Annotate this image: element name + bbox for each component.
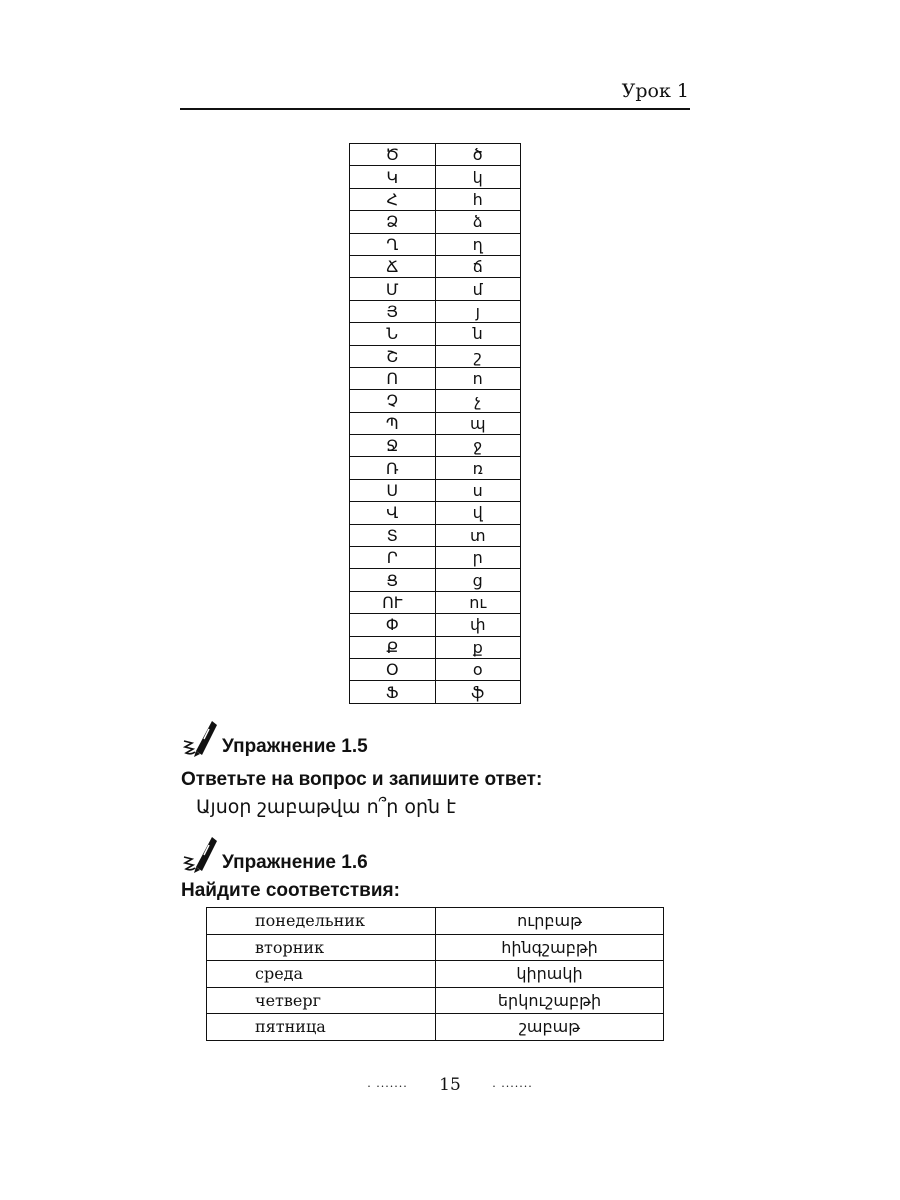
alphabet-lower-letter: ղ <box>435 233 521 255</box>
alphabet-row <box>350 658 521 680</box>
alphabet-upper-letter: Չ <box>350 390 436 412</box>
alphabet-row <box>350 435 521 457</box>
alphabet-lower-letter: փ <box>435 614 521 636</box>
alphabet-row <box>350 166 521 188</box>
alphabet-upper-letter: Ո <box>350 367 436 389</box>
alphabet-row <box>350 591 521 613</box>
alphabet-lower-letter: պ <box>435 412 521 434</box>
alphabet-row <box>350 144 521 166</box>
alphabet-upper-letter: Ղ <box>350 233 436 255</box>
alphabet-row <box>350 390 521 412</box>
alphabet-upper-letter: Ն <box>350 323 436 345</box>
exercise-1-5-title: Упражнение 1.5 <box>222 736 368 757</box>
pen-icon <box>182 717 218 759</box>
footer-left-dots: . ....... <box>367 1077 408 1090</box>
alphabet-row <box>350 278 521 300</box>
russian-day: четверг <box>207 987 436 1014</box>
alphabet-lower-letter: կ <box>435 166 521 188</box>
alphabet-lower-letter: ս <box>435 479 521 501</box>
exercise-1-6-title: Упражнение 1.6 <box>222 852 368 873</box>
alphabet-upper-letter: Ք <box>350 636 436 658</box>
armenian-day: կիրակի <box>436 961 664 988</box>
alphabet-row <box>350 323 521 345</box>
alphabet-row <box>350 547 521 569</box>
alphabet-table <box>349 143 521 704</box>
alphabet-upper-letter: Օ <box>350 658 436 680</box>
alphabet-upper-letter: Մ <box>350 278 436 300</box>
alphabet-upper-letter: Փ <box>350 614 436 636</box>
alphabet-row <box>350 255 521 277</box>
alphabet-lower-letter: ն <box>435 323 521 345</box>
alphabet-lower-letter: ո <box>435 367 521 389</box>
alphabet-lower-letter: յ <box>435 300 521 322</box>
armenian-day: ուրբաթ <box>436 908 664 935</box>
header-rule <box>180 108 690 110</box>
alphabet-lower-letter: ռ <box>435 457 521 479</box>
page-number: 15 <box>439 1075 461 1095</box>
alphabet-row <box>350 681 521 703</box>
footer-right-dots: . ....... <box>492 1077 533 1090</box>
exercise-1-5-instruction: Ответьте на вопрос и запишите ответ: <box>181 769 543 790</box>
alphabet-lower-letter: ծ <box>435 144 521 166</box>
lesson-title: Урок 1 <box>621 80 689 102</box>
alphabet-row <box>350 233 521 255</box>
alphabet-lower-letter: ջ <box>435 435 521 457</box>
alphabet-upper-letter: Ց <box>350 569 436 591</box>
alphabet-upper-letter: Կ <box>350 166 436 188</box>
alphabet-lower-letter: մ <box>435 278 521 300</box>
alphabet-lower-letter: ձ <box>435 211 521 233</box>
armenian-day: հինգշաբթի <box>436 934 664 961</box>
alphabet-row <box>350 636 521 658</box>
russian-day: вторник <box>207 934 436 961</box>
armenian-day: շաբաթ <box>436 1014 664 1041</box>
alphabet-row <box>350 412 521 434</box>
alphabet-row <box>350 614 521 636</box>
matching-row <box>207 961 664 988</box>
alphabet-row <box>350 345 521 367</box>
alphabet-upper-letter: Հ <box>350 188 436 210</box>
alphabet-lower-letter: ց <box>435 569 521 591</box>
exercise-1-5-question: Այսօր շաբաթվա ո՞ր օրն է <box>196 796 456 818</box>
alphabet-lower-letter: ր <box>435 547 521 569</box>
alphabet-lower-letter: ֆ <box>435 681 521 703</box>
exercise-1-5-heading <box>182 717 368 759</box>
exercise-1-6-heading <box>182 833 368 875</box>
alphabet-lower-letter: շ <box>435 345 521 367</box>
alphabet-upper-letter: Ձ <box>350 211 436 233</box>
matching-row <box>207 934 664 961</box>
alphabet-upper-letter: Ծ <box>350 144 436 166</box>
page-footer <box>0 1075 900 1095</box>
armenian-day: երկուշաբթի <box>436 987 664 1014</box>
alphabet-row <box>350 300 521 322</box>
alphabet-upper-letter: Ր <box>350 547 436 569</box>
alphabet-lower-letter: չ <box>435 390 521 412</box>
alphabet-row <box>350 479 521 501</box>
alphabet-upper-letter: ՈՒ <box>350 591 436 613</box>
matching-row <box>207 908 664 935</box>
alphabet-row <box>350 188 521 210</box>
alphabet-upper-letter: Ճ <box>350 255 436 277</box>
alphabet-lower-letter: ու <box>435 591 521 613</box>
alphabet-row <box>350 457 521 479</box>
alphabet-upper-letter: Յ <box>350 300 436 322</box>
alphabet-lower-letter: հ <box>435 188 521 210</box>
alphabet-upper-letter: Ֆ <box>350 681 436 703</box>
alphabet-lower-letter: վ <box>435 502 521 524</box>
alphabet-upper-letter: Շ <box>350 345 436 367</box>
exercise-1-6-instruction: Найдите соответствия: <box>181 880 400 901</box>
alphabet-upper-letter: Ջ <box>350 435 436 457</box>
alphabet-lower-letter: տ <box>435 524 521 546</box>
matching-row <box>207 1014 664 1041</box>
alphabet-upper-letter: Վ <box>350 502 436 524</box>
alphabet-row <box>350 367 521 389</box>
alphabet-upper-letter: Ռ <box>350 457 436 479</box>
alphabet-row <box>350 524 521 546</box>
alphabet-lower-letter: օ <box>435 658 521 680</box>
pen-icon <box>182 833 218 875</box>
alphabet-upper-letter: Տ <box>350 524 436 546</box>
alphabet-upper-letter: Պ <box>350 412 436 434</box>
alphabet-upper-letter: Ս <box>350 479 436 501</box>
russian-day: среда <box>207 961 436 988</box>
alphabet-lower-letter: ք <box>435 636 521 658</box>
russian-day: понедельник <box>207 908 436 935</box>
alphabet-lower-letter: ճ <box>435 255 521 277</box>
matching-row <box>207 987 664 1014</box>
alphabet-row <box>350 502 521 524</box>
russian-day: пятница <box>207 1014 436 1041</box>
alphabet-row <box>350 211 521 233</box>
alphabet-row <box>350 569 521 591</box>
matching-table <box>206 907 664 1041</box>
